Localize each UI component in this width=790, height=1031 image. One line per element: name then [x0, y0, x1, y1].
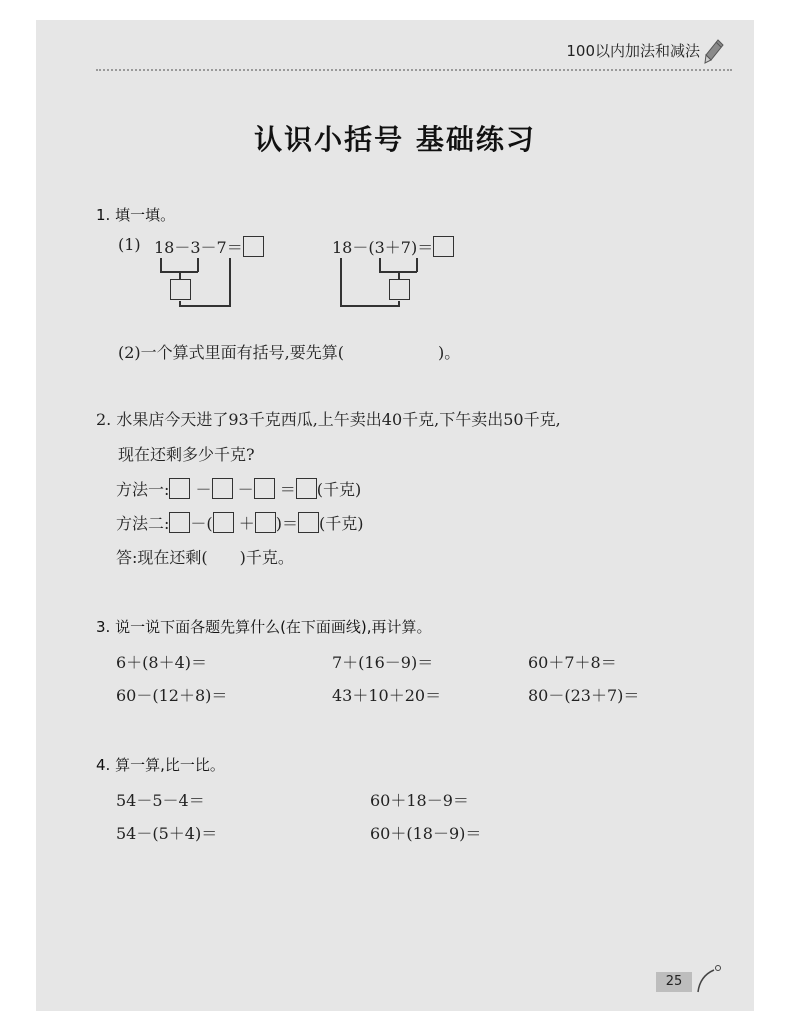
q4-item: 60＋18－9＝: [370, 791, 469, 810]
open-paren: (: [206, 514, 213, 533]
q3-item: 60－(12＋8)＝: [116, 686, 228, 705]
plus-sign: ＋: [238, 514, 255, 533]
answer-box[interactable]: [296, 478, 317, 499]
equals-sign: ＝: [279, 480, 296, 499]
q1-expression-b: [332, 235, 454, 258]
method1-label: 方法一:: [116, 480, 170, 499]
answer-suffix: )千克。: [239, 548, 294, 567]
curl-decoration-icon: [694, 964, 724, 994]
q3-item: 80－(23＋7)＝: [528, 686, 640, 705]
close-paren: ): [275, 514, 283, 533]
minus-sign: －: [237, 480, 254, 499]
header-title: 100以内加法和减法: [566, 42, 700, 60]
method2-label: 方法二:: [116, 514, 170, 533]
equals-sign: ＝: [282, 514, 299, 533]
q2-method2: [116, 511, 364, 534]
pencil-icon: [704, 38, 724, 66]
unit-label: (千克): [316, 480, 362, 499]
answer-box[interactable]: [298, 512, 319, 533]
q1-expr-a-text: 18－3－7＝: [154, 238, 243, 257]
q2-line2: 现在还剩多少千克?: [118, 445, 255, 464]
q3-item: 43＋10＋20＝: [332, 686, 442, 705]
q2-line1: 2. 水果店今天进了93千克西瓜,上午卖出40千克,下午卖出50千克,: [96, 410, 561, 429]
page-title: 认识小括号 基础练习: [254, 123, 536, 156]
answer-prefix: 答:现在还剩(: [116, 548, 208, 567]
answer-box[interactable]: [433, 236, 454, 257]
q4-item: 54－(5＋4)＝: [116, 824, 218, 843]
worksheet-page: [36, 20, 754, 1011]
answer-box[interactable]: [243, 236, 264, 257]
q1-expression-a: [154, 235, 264, 258]
q2-answer: [116, 545, 294, 568]
q1-part2: [118, 340, 460, 363]
q3-item: 60＋7＋8＝: [528, 653, 617, 672]
answer-box[interactable]: [170, 279, 191, 300]
q1-part2-text: (2)一个算式里面有括号,要先算(: [118, 343, 344, 362]
minus-sign: －: [190, 514, 207, 533]
page-number: 25: [656, 972, 692, 992]
q3-item: 6＋(8＋4)＝: [116, 653, 208, 672]
answer-box[interactable]: [255, 512, 276, 533]
q4-item: 54－5－4＝: [116, 791, 205, 810]
q3-heading: 3. 说一说下面各题先算什么(在下面画线),再计算。: [96, 618, 432, 636]
q1-heading: 1. 填一填。: [96, 206, 176, 224]
answer-box[interactable]: [212, 478, 233, 499]
minus-sign: －: [195, 480, 212, 499]
answer-box[interactable]: [254, 478, 275, 499]
q4-heading: 4. 算一算,比一比。: [96, 756, 225, 774]
q2-method1: [116, 477, 361, 500]
answer-box[interactable]: [169, 478, 190, 499]
q4-item: 60＋(18－9)＝: [370, 824, 482, 843]
q1-expr-b-text: 18－(3＋7)＝: [332, 238, 434, 257]
header-divider: [96, 69, 732, 71]
unit-label: (千克): [319, 514, 364, 533]
q1-part2-end: )。: [438, 343, 461, 362]
q3-item: 7＋(16－9)＝: [332, 653, 434, 672]
answer-box[interactable]: [213, 512, 234, 533]
q1-part1-label: (1): [118, 235, 141, 254]
answer-box[interactable]: [169, 512, 190, 533]
answer-box[interactable]: [389, 279, 410, 300]
